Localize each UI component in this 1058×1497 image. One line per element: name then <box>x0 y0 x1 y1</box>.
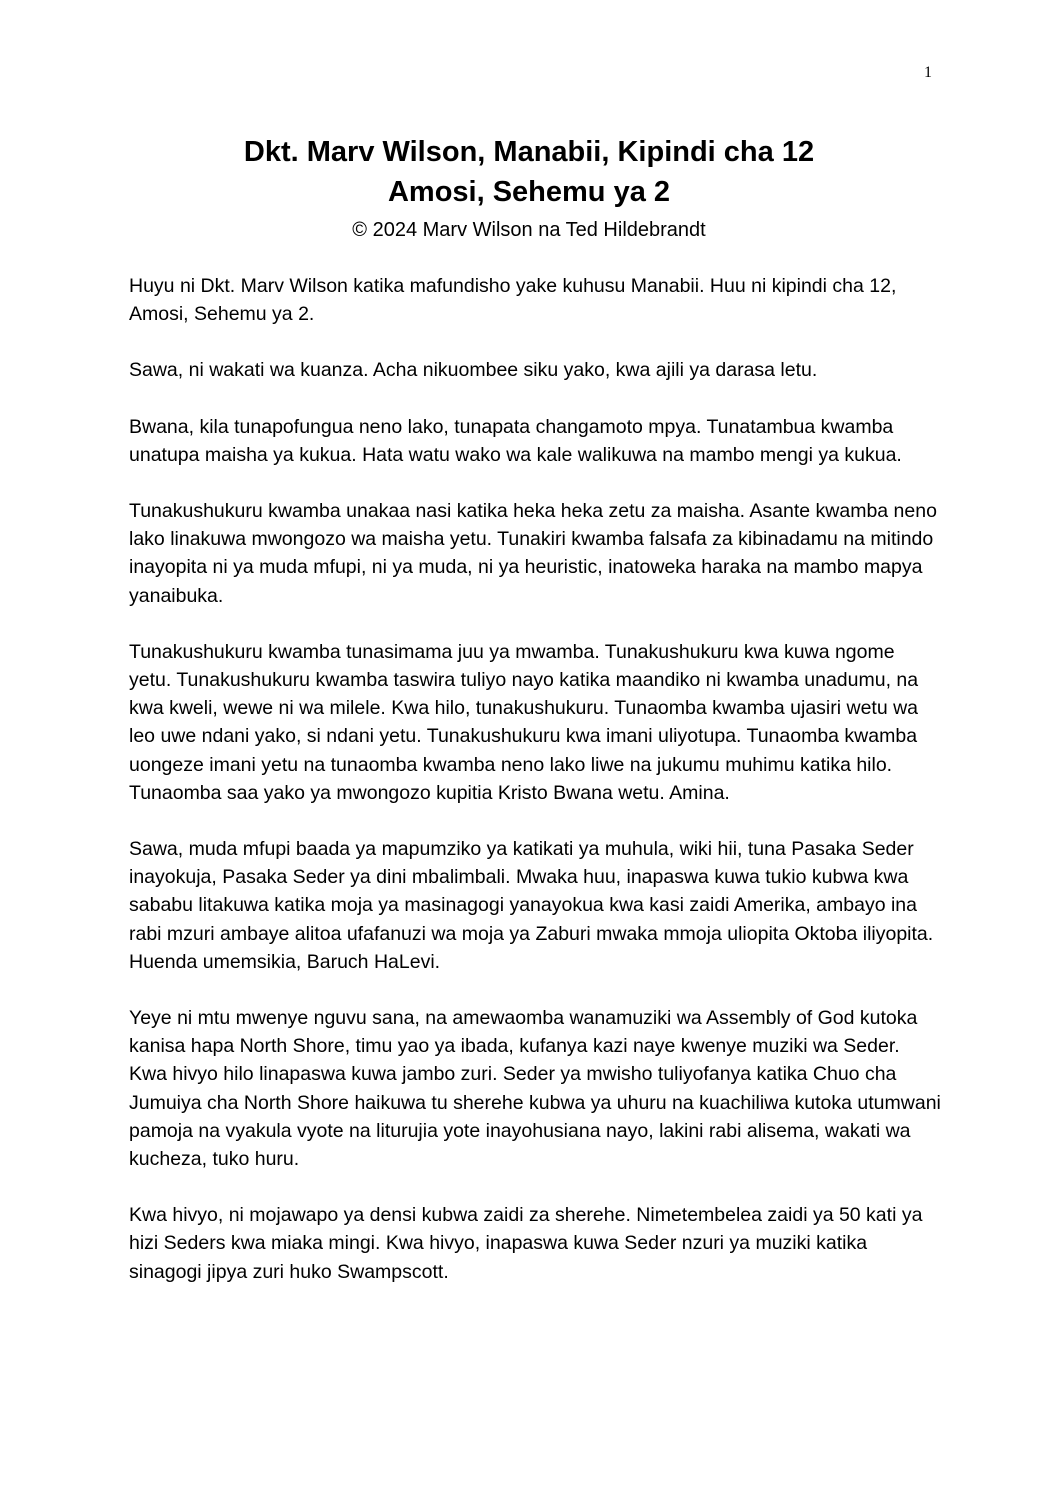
paragraph: Tunakushukuru kwamba unakaa nasi katika heka heka zetu za maisha. Asante kwamba neno lako linakuwa mwongozo wa maisha yetu. Tunakiri kwamba falsafa za kibinadamu na mitindo inayopita ni ya muda mfupi, ni ya muda, ni ya heuristic, inatoweka haraka na mambo mapya yanaibuka. <box>129 500 937 607</box>
document-title-line-2: Amosi, Sehemu ya 2 <box>387 176 671 208</box>
paragraph: Sawa, ni wakati wa kuanza. Acha nikuombee siku yako, kwa ajili ya darasa letu. <box>129 359 818 382</box>
paragraph: Sawa, muda mfupi baada ya mapumziko ya katikati ya muhula, wiki hii, tuna Pasaka Seder inayokuja, Pasaka Seder ya dini mbalimbali. Mwaka huu, inapaswa kuwa tukio kubwa kwa sababu litakuwa katika moja ya masinagogi yanayokua kwa kasi zaidi Amerika, ambayo ina rabi mzuri ambaye alitoa ufafanuzi wa moja ya Zaburi mwaka mmoja uliopita Oktoba iliyopita. Huenda umemsikia, Baruch HaLevi. <box>129 838 934 973</box>
paragraph: Bwana, kila tunapofungua neno lako, tunapata changamoto mpya. Tunatambua kwamba unatupa maisha ya kukua. Hata watu wako wa kale walikuwa na mambo mengi ya kukua. <box>129 415 902 466</box>
copyright-notice: © 2024 Marv Wilson na Ted Hildebrandt <box>352 219 706 241</box>
paragraph: Kwa hivyo, ni mojawapo ya densi kubwa zaidi za sherehe. Nimetembelea zaidi ya 50 kati ya hizi Seders kwa miaka mingi. Kwa hivyo, inapaswa kuwa Seder nzuri ya muziki katika sinagogi jipya zuri huko Swampscott. <box>129 1204 923 1283</box>
document-body <box>129 272 941 1314</box>
paragraph: Huyu ni Dkt. Marv Wilson katika mafundisho yake kuhusu Manabii. Huu ni kipindi cha 12, Amosi, Sehemu ya 2. <box>129 275 897 326</box>
page-number: 1 <box>924 64 932 81</box>
paragraph: Yeye ni mtu mwenye nguvu sana, na amewaomba wanamuziki wa Assembly of God kutoka kanisa hapa North Shore, timu yao ya ibada, kufanya kazi naye kwenye muziki wa Seder. Kwa hivyo hilo linapaswa kuwa jambo zuri. Seder ya mwisho tuliyofanya katika Chuo cha Jumuiya cha North Shore haikuwa tu sherehe kubwa ya uhuru na kuachiliwa kutoka utumwani pamoja na vyakula vyote na liturujia yote inayohusiana nayo, lakini rabi alisema, wakati wa kucheza, tuko huru. <box>129 1007 941 1171</box>
paragraph: Tunakushukuru kwamba tunasimama juu ya mwamba. Tunakushukuru kwa kuwa ngome yetu. Tunakushukuru kwamba taswira tuliyo nayo katika maandiko ni kwamba unadumu, na kwa kweli, wewe ni wa milele. Kwa hilo, tunakushukuru. Tunaomba kwamba ujasiri wetu wa leo uwe ndani yako, si ndani yetu. Tunakushukuru kwa imani uliyotupa. Tunaomba kwamba uongeze imani yetu na tunaomba kwamba neno lako liwe na jukumu muhimu katika hilo. Tunaomba saa yako ya mwongozo kupitia Kristo Bwana wetu. Amina. <box>129 640 919 804</box>
document-title-line-1: Dkt. Marv Wilson, Manabii, Kipindi cha 12 <box>243 136 815 168</box>
document-header <box>0 132 1058 244</box>
